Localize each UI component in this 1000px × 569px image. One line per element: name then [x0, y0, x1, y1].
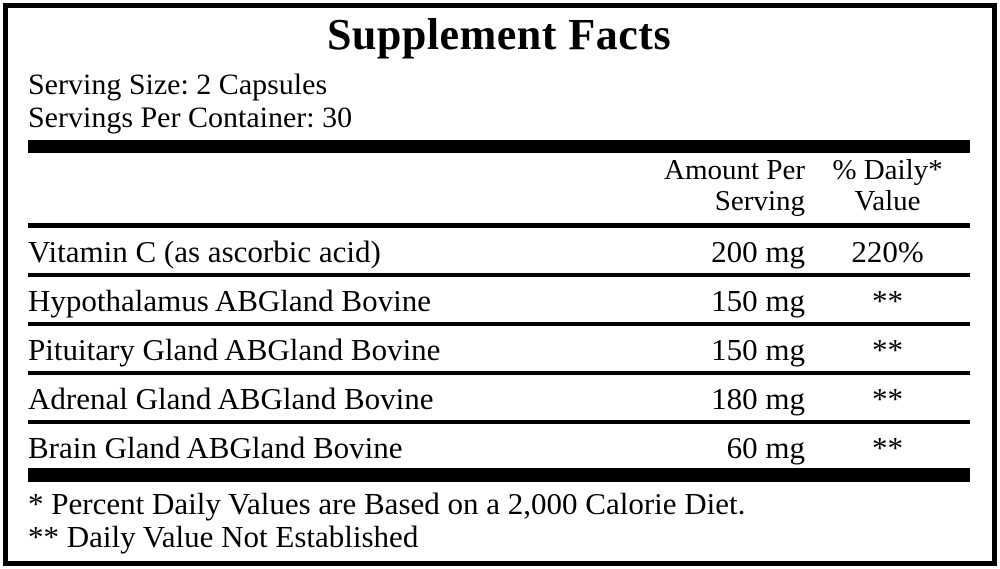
daily-value-header: [805, 155, 970, 217]
ingredient-daily-value: **: [872, 283, 903, 318]
ingredient-name: Pituitary Gland ABGland Bovine: [28, 332, 441, 367]
table-header: [28, 155, 970, 228]
table-row-pituitary: [28, 326, 970, 375]
ingredient-daily-value: **: [872, 430, 903, 465]
ingredient-daily-value: 220%: [851, 234, 924, 269]
ingredient-amount: 150 mg: [711, 332, 805, 367]
table-row-hypothalamus: [28, 277, 970, 326]
amount-per-serving-header: [590, 155, 805, 217]
ingredient-amount: 200 mg: [711, 234, 805, 269]
divider-thick-bottom: [28, 468, 970, 482]
ingredient-name: Vitamin C (as ascorbic acid): [28, 234, 381, 269]
divider-thick-top: [28, 140, 970, 153]
ingredient-daily-value: **: [872, 332, 903, 367]
ingredient-daily-value: **: [872, 381, 903, 416]
label-content: [8, 10, 992, 553]
table-row-adrenal: [28, 375, 970, 424]
ingredient-name: Adrenal Gland ABGland Bovine: [28, 381, 434, 416]
daily-value-header-line2: Value: [854, 185, 921, 217]
daily-value-header-line1: % Daily*: [832, 154, 943, 186]
table-row-brain: [28, 424, 970, 468]
ingredient-name: Brain Gland ABGland Bovine: [28, 430, 403, 465]
serving-size-text: Serving Size: 2 Capsules: [28, 68, 328, 101]
amount-header-line1: Amount Per: [664, 154, 805, 186]
ingredient-amount: 150 mg: [711, 283, 805, 318]
servings-per-container-text: Servings Per Container: 30: [28, 101, 353, 134]
amount-header-line2: Serving: [714, 185, 805, 217]
label-title: Supplement Facts: [326, 10, 672, 59]
ingredient-amount: 60 mg: [726, 430, 805, 465]
footnotes: [28, 487, 970, 553]
footnote-percent-daily-value: * Percent Daily Values are Based on a 2,000 Calorie Diet.: [28, 486, 746, 521]
table-row-vitamin-c: [28, 228, 970, 277]
supplement-facts-label: [3, 3, 997, 566]
ingredient-name: Hypothalamus ABGland Bovine: [28, 283, 431, 318]
footnote-not-established: ** Daily Value Not Established: [28, 519, 419, 554]
ingredient-amount: 180 mg: [711, 381, 805, 416]
serving-info: [28, 68, 970, 134]
